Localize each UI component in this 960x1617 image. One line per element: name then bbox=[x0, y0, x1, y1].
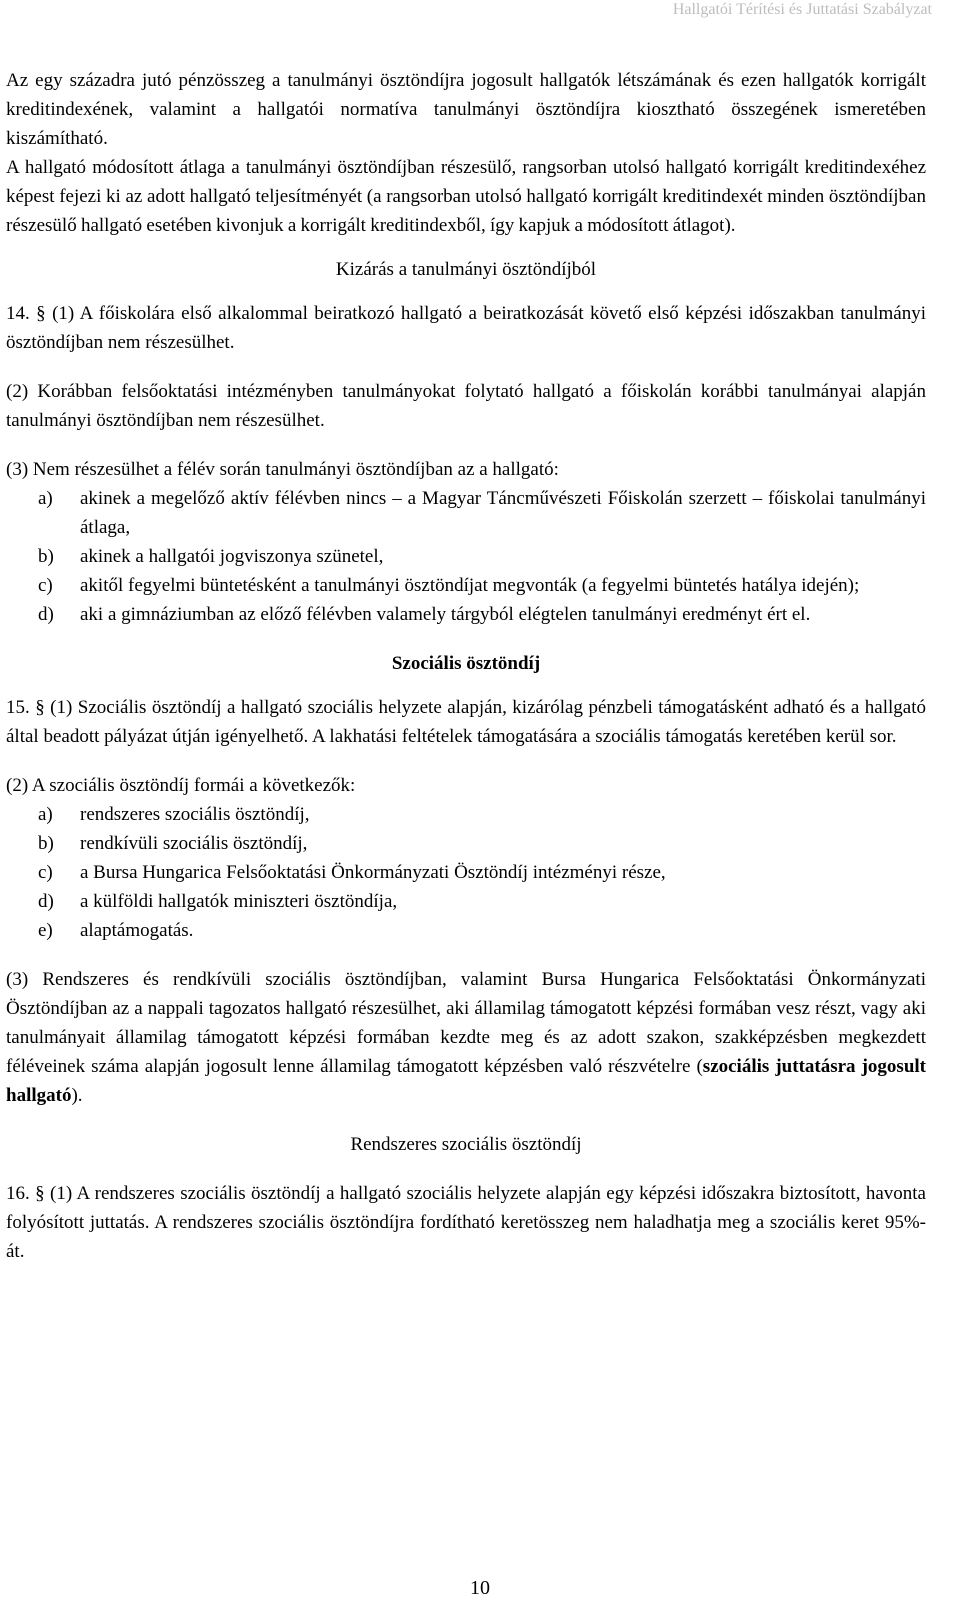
list-item bbox=[6, 887, 926, 916]
heading-kizaras: Kizárás a tanulmányi ösztöndíjból bbox=[335, 259, 597, 280]
section-16-paragraph-1: 16. § (1) A rendszeres szociális ösztöndíj a hallgató szociális helyzete alapján egy képzési időszakra biztosított, havonta folyósított juttatás. A rendszeres szociális ösztöndíjra fordítható keretösszeg nem haladhatja meg a szociális keret 95%-át. bbox=[6, 1183, 926, 1262]
list-item-label: d) bbox=[38, 891, 54, 912]
list-item-label: b) bbox=[38, 546, 54, 567]
list-item bbox=[6, 600, 926, 629]
list-item bbox=[6, 916, 926, 945]
section-14-paragraph-3: (3) Nem részesülhet a félév során tanulmányi ösztöndíjban az a hallgató: bbox=[6, 459, 559, 480]
section-14-paragraph-1: 14. § (1) A főiskolára első alkalommal beiratkozó hallgató a beiratkozását követő első képzési időszakban tanulmányi ösztöndíjban nem részesülhet. bbox=[6, 303, 926, 353]
list-item-text: akinek a hallgatói jogviszonya szünetel, bbox=[80, 546, 384, 567]
defined-term: szociális juttatásra jogosult hallgató bbox=[6, 1056, 926, 1106]
list-item-label: e) bbox=[38, 920, 53, 941]
running-header: Hallgatói Térítési és Juttatási Szabályzat bbox=[672, 1, 932, 18]
list-item bbox=[6, 542, 926, 571]
list-item-label: b) bbox=[38, 833, 54, 854]
list-item-text: akinek a megelőző aktív félévben nincs – a Magyar Táncművészeti Főiskolán szerzett – főiskolai tanulmányi átlaga, bbox=[80, 488, 926, 538]
paragraph-text-end: ). bbox=[71, 1085, 83, 1106]
intro-paragraph-1: Az egy századra jutó pénzösszeg a tanulmányi ösztöndíjra jogosult hallgatók létszámának és ezen hallgatók korrigált kreditindexének, valamint a hallgatói normatíva tanulmányi ösztöndíjra kiosztható összegének ismeretében kiszámítható. bbox=[6, 70, 926, 149]
section-15-paragraph-2: (2) A szociális ösztöndíj formái a következők: bbox=[6, 775, 356, 796]
document-body bbox=[6, 66, 926, 1266]
list-item-label: a) bbox=[38, 488, 53, 509]
list-item-label: d) bbox=[38, 604, 54, 625]
list-item bbox=[6, 484, 926, 542]
scholarship-forms-list bbox=[6, 800, 926, 945]
exclusion-list bbox=[6, 484, 926, 629]
intro-paragraph-2: A hallgató módosított átlaga a tanulmányi ösztöndíjban részesülő, rangsorban utolsó hallgató korrigált kreditindexéhez képest fejezi ki az adott hallgató teljesítményét (a rangsorban utolsó hallgató korrigált kreditindexét minden ösztöndíjban részesülő hallgató esetében kivonjuk a korrigált kreditindexből, így kapjuk a módosított átlagot). bbox=[6, 157, 926, 236]
paragraph-text: (3) Rendszeres és rendkívüli szociális ösztöndíjban, valamint Bursa Hungarica Felsőoktatási Önkormányzati Ösztöndíjban az a nappali tagozatos hallgató részesülhet, aki államilag támogatott képzési formában vesz részt, vagy aki tanulmányait államilag támogatott képzési formában kezdte meg és az adott szakon, szakképzésben megkezdett féléveinek száma alapján jogosult lenne államilag támogatott képzésben való részvételre ( bbox=[6, 969, 926, 1077]
list-item-text: a Bursa Hungarica Felsőoktatási Önkormányzati Ösztöndíj intézményi része, bbox=[80, 862, 666, 883]
list-item-text: rendszeres szociális ösztöndíj, bbox=[80, 804, 310, 825]
section-15-paragraph-3 bbox=[6, 965, 926, 1110]
section-15-paragraph-1: 15. § (1) Szociális ösztöndíj a hallgató szociális helyzete alapján, kizárólag pénzbeli támogatásként adható és a hallgató által beadott pályázat útján igényelhető. A lakhatási feltételek támogatására a szociális támogatás keretében kerül sor. bbox=[6, 697, 926, 747]
section-14-paragraph-2: (2) Korábban felsőoktatási intézményben tanulmányokat folytató hallgató a főiskolán korábbi tanulmányai alapján tanulmányi ösztöndíjban nem részesülhet. bbox=[6, 381, 926, 431]
list-item-text: a külföldi hallgatók miniszteri ösztöndíja, bbox=[80, 891, 398, 912]
list-item-label: c) bbox=[38, 575, 53, 596]
list-item bbox=[6, 571, 926, 600]
list-item bbox=[6, 858, 926, 887]
heading-rendszeres: Rendszeres szociális ösztöndíj bbox=[350, 1134, 582, 1155]
list-item bbox=[6, 800, 926, 829]
page-number: 10 bbox=[470, 1577, 490, 1599]
list-item-label: a) bbox=[38, 804, 53, 825]
heading-szocialis: Szociális ösztöndíj bbox=[391, 653, 541, 674]
list-item-text: aki a gimnáziumban az előző félévben valamely tárgyból elégtelen tanulmányi eredményt ért el. bbox=[80, 604, 811, 625]
list-item bbox=[6, 829, 926, 858]
list-item-text: rendkívüli szociális ösztöndíj, bbox=[80, 833, 308, 854]
list-item-label: c) bbox=[38, 862, 53, 883]
list-item-text: akitől fegyelmi büntetésként a tanulmányi ösztöndíjat megvonták (a fegyelmi büntetés hatálya idején); bbox=[80, 575, 860, 596]
list-item-text: alaptámogatás. bbox=[80, 920, 194, 941]
